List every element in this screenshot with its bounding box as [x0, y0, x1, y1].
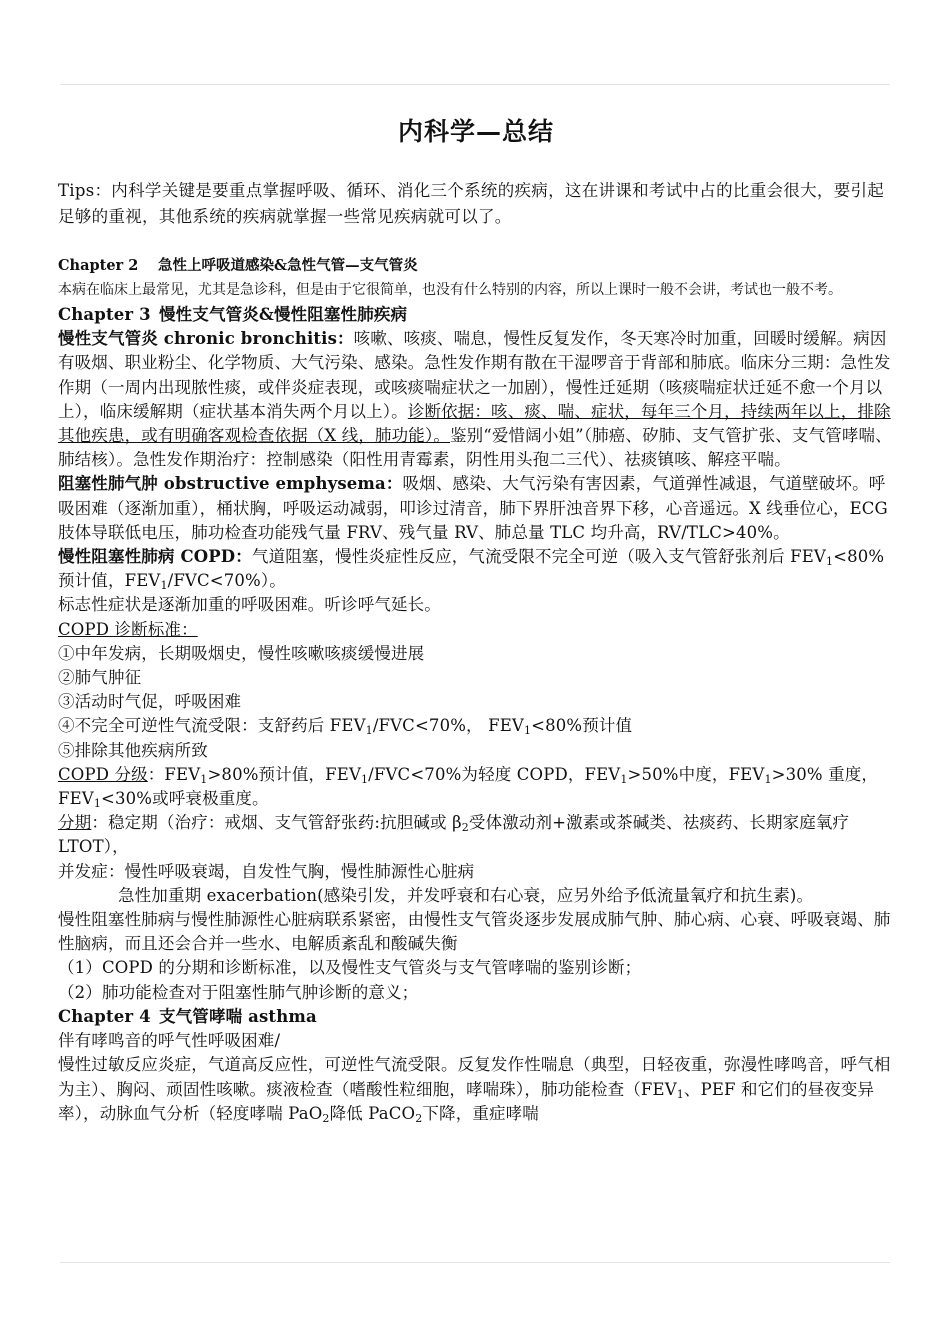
subscript: 2: [461, 821, 469, 835]
diagnosis-item-4: [58, 714, 894, 738]
copd-diagnosis-title: [58, 618, 894, 642]
asthma-line-1: 伴有哮鸣音的呼气性呼吸困难/: [58, 1031, 281, 1051]
tips-paragraph: Tips：内科学关键是要重点掌握呼吸、循环、消化三个系统的疾病，这在讲课和考试中占的比重会很大，要引起足够的重视，其他系统的疾病就掌握一些常见疾病就可以了。: [58, 181, 885, 226]
subscript: 2: [415, 1111, 423, 1125]
chapter-2-heading: [58, 254, 894, 278]
diagnosis-item-5: ⑤排除其他疾病所致: [58, 740, 208, 760]
diagnosis-item-4-text: /FVC<70%， FEV: [372, 716, 524, 736]
subscript: 1: [361, 772, 369, 786]
differential-treatment-text: 鉴别“爱惜阔小姐”（肺癌、矽肺、支气管扩张、支气管哮喘、肺结核）。急性发作期治疗：控制感染（阳性用青霉素，阴性用头孢二三代）、祛痰镇咳、解痉平喘。: [58, 426, 892, 470]
copd-text: <80%预计值，FEV: [58, 547, 885, 591]
chapter-2-body: 本病在临床上最常见，尤其是急诊科，但是由于它很简单，也没有什么特别的内容，所以上课时一般不会讲，考试也一般不考。: [58, 282, 842, 298]
subscript: 1: [93, 797, 102, 811]
question-2: （2）肺功能检查对于阻塞性肺气肿诊断的意义；: [58, 982, 419, 1002]
chapter-2-title: 急性上呼吸道感染&急性气管—支气管炎: [158, 257, 418, 274]
subscript: 1: [676, 1087, 684, 1101]
subscript: 1: [160, 579, 168, 593]
chapter-4-heading: [58, 1005, 894, 1029]
asthma-paragraph: [58, 1053, 894, 1126]
copd-text: /FVC<70%）。: [167, 571, 286, 591]
top-rule: [60, 84, 890, 85]
chapter-3-title: 慢性支气管炎&慢性阻塞性肺疾病: [159, 305, 408, 324]
subscript: 1: [764, 772, 772, 786]
chapter-4-title: 支气管哮喘 asthma: [159, 1006, 317, 1026]
copd-paragraph: [58, 545, 894, 593]
subscript: 1: [620, 772, 628, 786]
diagnosis-criteria-underlined: 诊断依据：咳、痰、喘、症状，每年三个月，持续两年以上，排除其他疾患，或有明确客观检查依据（X 线，肺功能）。: [58, 401, 891, 446]
grading-text: <30%或呼衰极重度。: [101, 789, 269, 809]
diagnosis-item-4-text: <80%预计值: [531, 716, 633, 736]
subscript: 1: [200, 772, 208, 786]
subscript: 2: [322, 1111, 330, 1125]
diagnosis-item-1: ①中年发病，长期吸烟史，慢性咳嗽咳痰缓慢进展: [58, 643, 425, 663]
chapter-2-number: Chapter 2: [58, 257, 139, 274]
asthma-text: 、PEF 和它们的昼夜变异率），动脉血气分析（轻度哮喘 PaO: [58, 1079, 875, 1123]
grading-text: >50%中度，FEV: [627, 764, 765, 784]
stage-text: 受体激动剂+激素或茶碱类、祛痰药、长期家庭氧疗 LTOT），: [58, 813, 850, 857]
grading-text: >30% 重度，FEV: [58, 764, 879, 809]
chronic-bronchitis-text: 咳嗽、咳痰、喘息，慢性反复发作，冬天寒冷时加重，回暖时缓解。病因有吸烟、职业粉尘、化学物质、大气污染、感染。急性发作期有散在干湿啰音于背部和肺底。临床分三期：急性发作期（一周内出现脓性痰，或伴炎症表现，或咳痰喘症状之一加剧），慢性迁延期（咳痰喘症状迁延不愈一个月以上），临床缓解期（症状基本消失两个月以上）。: [58, 329, 891, 421]
emphysema-text: 吸烟、感染、大气污染有害因素，气道弹性减退，气道壁破坏。呼吸困难（逐渐加重），桶状胸，呼吸运动减弱，叩诊过清音，肺下界肝浊音界下移，心音遥远。X 线垂位心，ECG 肢体导联低电压，肺功检查功能残气量 FRV、残气量 RV、肺总量 TLC 均升高，RV/TLC>40%。: [58, 474, 888, 542]
asthma-text: 降低 PaCO: [329, 1103, 416, 1123]
grading-text: /FVC<70%为轻度 COPD，FEV: [368, 764, 621, 784]
diagnosis-item-3: ③活动时气促，呼吸困难: [58, 692, 242, 712]
asthma-text: 慢性过敏反应炎症，气道高反应性，可逆性气流受限。反复发作性喘息（典型，日轻夜重，弥漫性哮鸣音，呼气相为主）、胸闷、顽固性咳嗽。痰液检查（嗜酸性粒细胞，哮喘珠），肺功能检查（FEV: [58, 1055, 891, 1099]
chronic-bronchitis-paragraph: [58, 327, 894, 472]
chapter-3-heading: [58, 303, 894, 327]
copd-grading-paragraph: [58, 763, 894, 811]
complication-line: 并发症：慢性呼吸衰竭，自发性气胸，慢性肺源性心脏病: [58, 861, 475, 881]
page-title: 内科学—总结: [397, 117, 554, 146]
subscript: 1: [523, 724, 532, 738]
copd-sign-line: 标志性症状是逐渐加重的呼吸困难。听诊呼气延长。: [58, 595, 441, 615]
chronic-bronchitis-term: 慢性支气管炎 chronic bronchitis：: [58, 329, 354, 349]
copd-stage-title: 分期: [58, 813, 92, 833]
stage-text: ：稳定期（治疗：戒烟、支气管舒张药:抗胆碱或 β: [91, 813, 462, 833]
main-text: [58, 303, 894, 1126]
copd-diagnosis-title-text: COPD 诊断标准：: [58, 619, 198, 639]
grading-text: ：FEV: [147, 764, 201, 784]
relation-paragraph: 慢性阻塞性肺病与慢性肺源性心脏病联系紧密，由慢性支气管炎逐步发展成肺气肿、肺心病、心衰、呼吸衰竭、肺性脑病，而且还会合并一些水、电解质紊乱和酸碱失衡: [58, 910, 891, 954]
grading-text: >80%预计值，FEV: [207, 764, 362, 784]
asthma-text: 下降，重症哮喘: [422, 1103, 539, 1123]
copd-stage-paragraph: [58, 811, 894, 859]
subscript: 1: [825, 555, 834, 569]
emphysema-paragraph: [58, 472, 894, 545]
copd-term: 慢性阻塞性肺病 COPD：: [58, 547, 252, 567]
chapter-4-number: Chapter 4: [58, 1006, 151, 1026]
bottom-rule: [60, 1262, 890, 1263]
subscript: 1: [365, 724, 373, 738]
acute-exacerbation-line: 急性加重期 exacerbation(感染引发，并发呼衰和右心衰，应另外给予低流量氧疗和抗生素)。: [118, 885, 814, 905]
document-content: [58, 112, 894, 1126]
copd-text: 气道阻塞，慢性炎症性反应，气流受限不完全可逆（吸入支气管舒张剂后 FEV: [251, 547, 826, 567]
diagnosis-item-2: ②肺气肿征: [58, 668, 142, 688]
diagnosis-item-4-text: ④不完全可逆性气流受限：支舒药后 FEV: [58, 716, 366, 736]
question-1: （1）COPD 的分期和诊断标准，以及慢性支气管炎与支气管哮喘的鉴别诊断；: [58, 958, 642, 978]
copd-grading-title: COPD 分级: [58, 764, 148, 784]
chapter-3-number: Chapter 3: [58, 305, 151, 324]
emphysema-term: 阻塞性肺气肿 obstructive emphysema：: [58, 474, 403, 494]
